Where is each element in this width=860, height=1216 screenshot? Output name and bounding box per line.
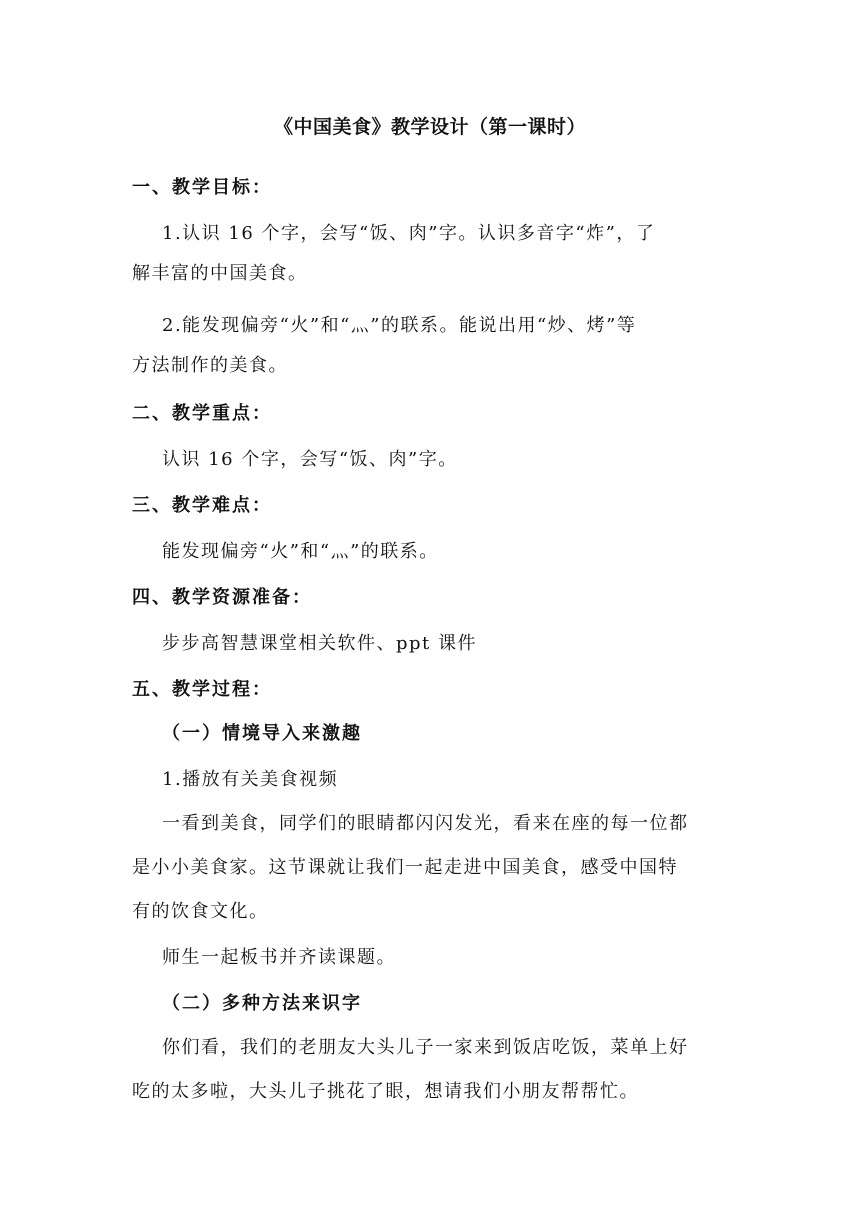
- process-part-1-step-1: 1.播放有关美食视频: [162, 769, 339, 790]
- goal-item-2: [132, 306, 732, 386]
- process-part-1-para-1-line-3: 有的饮食文化。: [132, 901, 269, 922]
- difficulties-text: 能发现偏旁“火”和“灬”的联系。: [162, 541, 439, 562]
- process-part-2-heading: （二）多种方法来识字: [162, 993, 362, 1014]
- key-points-text: 认识 16 个字，会写“饭、肉”字。: [162, 449, 458, 470]
- process-part-2-para-1-line-1: 你们看，我们的老朋友大头儿子一家来到饭店吃饭，菜单上好: [162, 1037, 689, 1058]
- goal-item-1-line-2: 解丰富的中国美食。: [132, 263, 308, 284]
- section-heading-key-points: 二、教学重点：: [132, 403, 272, 424]
- resources-text: 步步高智慧课堂相关软件、ppt 课件: [162, 633, 477, 654]
- process-part-1-heading-block: [132, 714, 732, 754]
- section-difficulties: [132, 486, 732, 526]
- document-title: 《中国美食》教学设计（第一课时）: [273, 116, 586, 138]
- section-heading-goals: 一、教学目标：: [132, 177, 272, 198]
- goal-item-2-line-1: 2.能发现偏旁“火”和“灬”的联系。能说出用“炒、烤”等: [162, 315, 637, 336]
- process-part-1-para-1-line-1: 一看到美食，同学们的眼睛都闪闪发光，看来在座的每一位都: [162, 813, 689, 834]
- process-part-1-para-1-line-2: 是小小美食家。这节课就让我们一起走进中国美食，感受中国特: [132, 857, 678, 878]
- process-part-1-para-2: 师生一起板书并齐读课题。: [162, 947, 396, 968]
- process-part-2-para-1: [132, 1028, 732, 1112]
- section-heading-difficulties: 三、教学难点：: [132, 495, 272, 516]
- process-part-2-heading-block: [132, 984, 732, 1024]
- goal-item-1-line-1: 1.认识 16 个字，会写“饭、肉”字。认识多音字“炸”，了: [162, 223, 656, 244]
- process-part-1-heading: （一）情境导入来激趣: [162, 723, 362, 744]
- process-part-2-para-1-line-2: 吃的太多啦，大头儿子挑花了眼，想请我们小朋友帮帮忙。: [132, 1081, 639, 1102]
- process-part-1-step-1-block: [132, 760, 732, 800]
- goal-item-1: [132, 214, 732, 294]
- difficulties-text-block: [132, 532, 732, 572]
- key-points-text-block: [132, 440, 732, 480]
- resources-text-block: [132, 624, 732, 664]
- section-process: [132, 670, 732, 710]
- section-heading-process: 五、教学过程：: [132, 679, 272, 700]
- process-part-1-para-1: [132, 804, 732, 932]
- process-part-1-para-2-block: [132, 938, 732, 978]
- section-key-points: [132, 394, 732, 434]
- section-resources: [132, 578, 732, 618]
- section-heading-resources: 四、教学资源准备：: [132, 587, 312, 608]
- section-goals: [132, 168, 732, 208]
- goal-item-2-line-2: 方法制作的美食。: [132, 355, 288, 376]
